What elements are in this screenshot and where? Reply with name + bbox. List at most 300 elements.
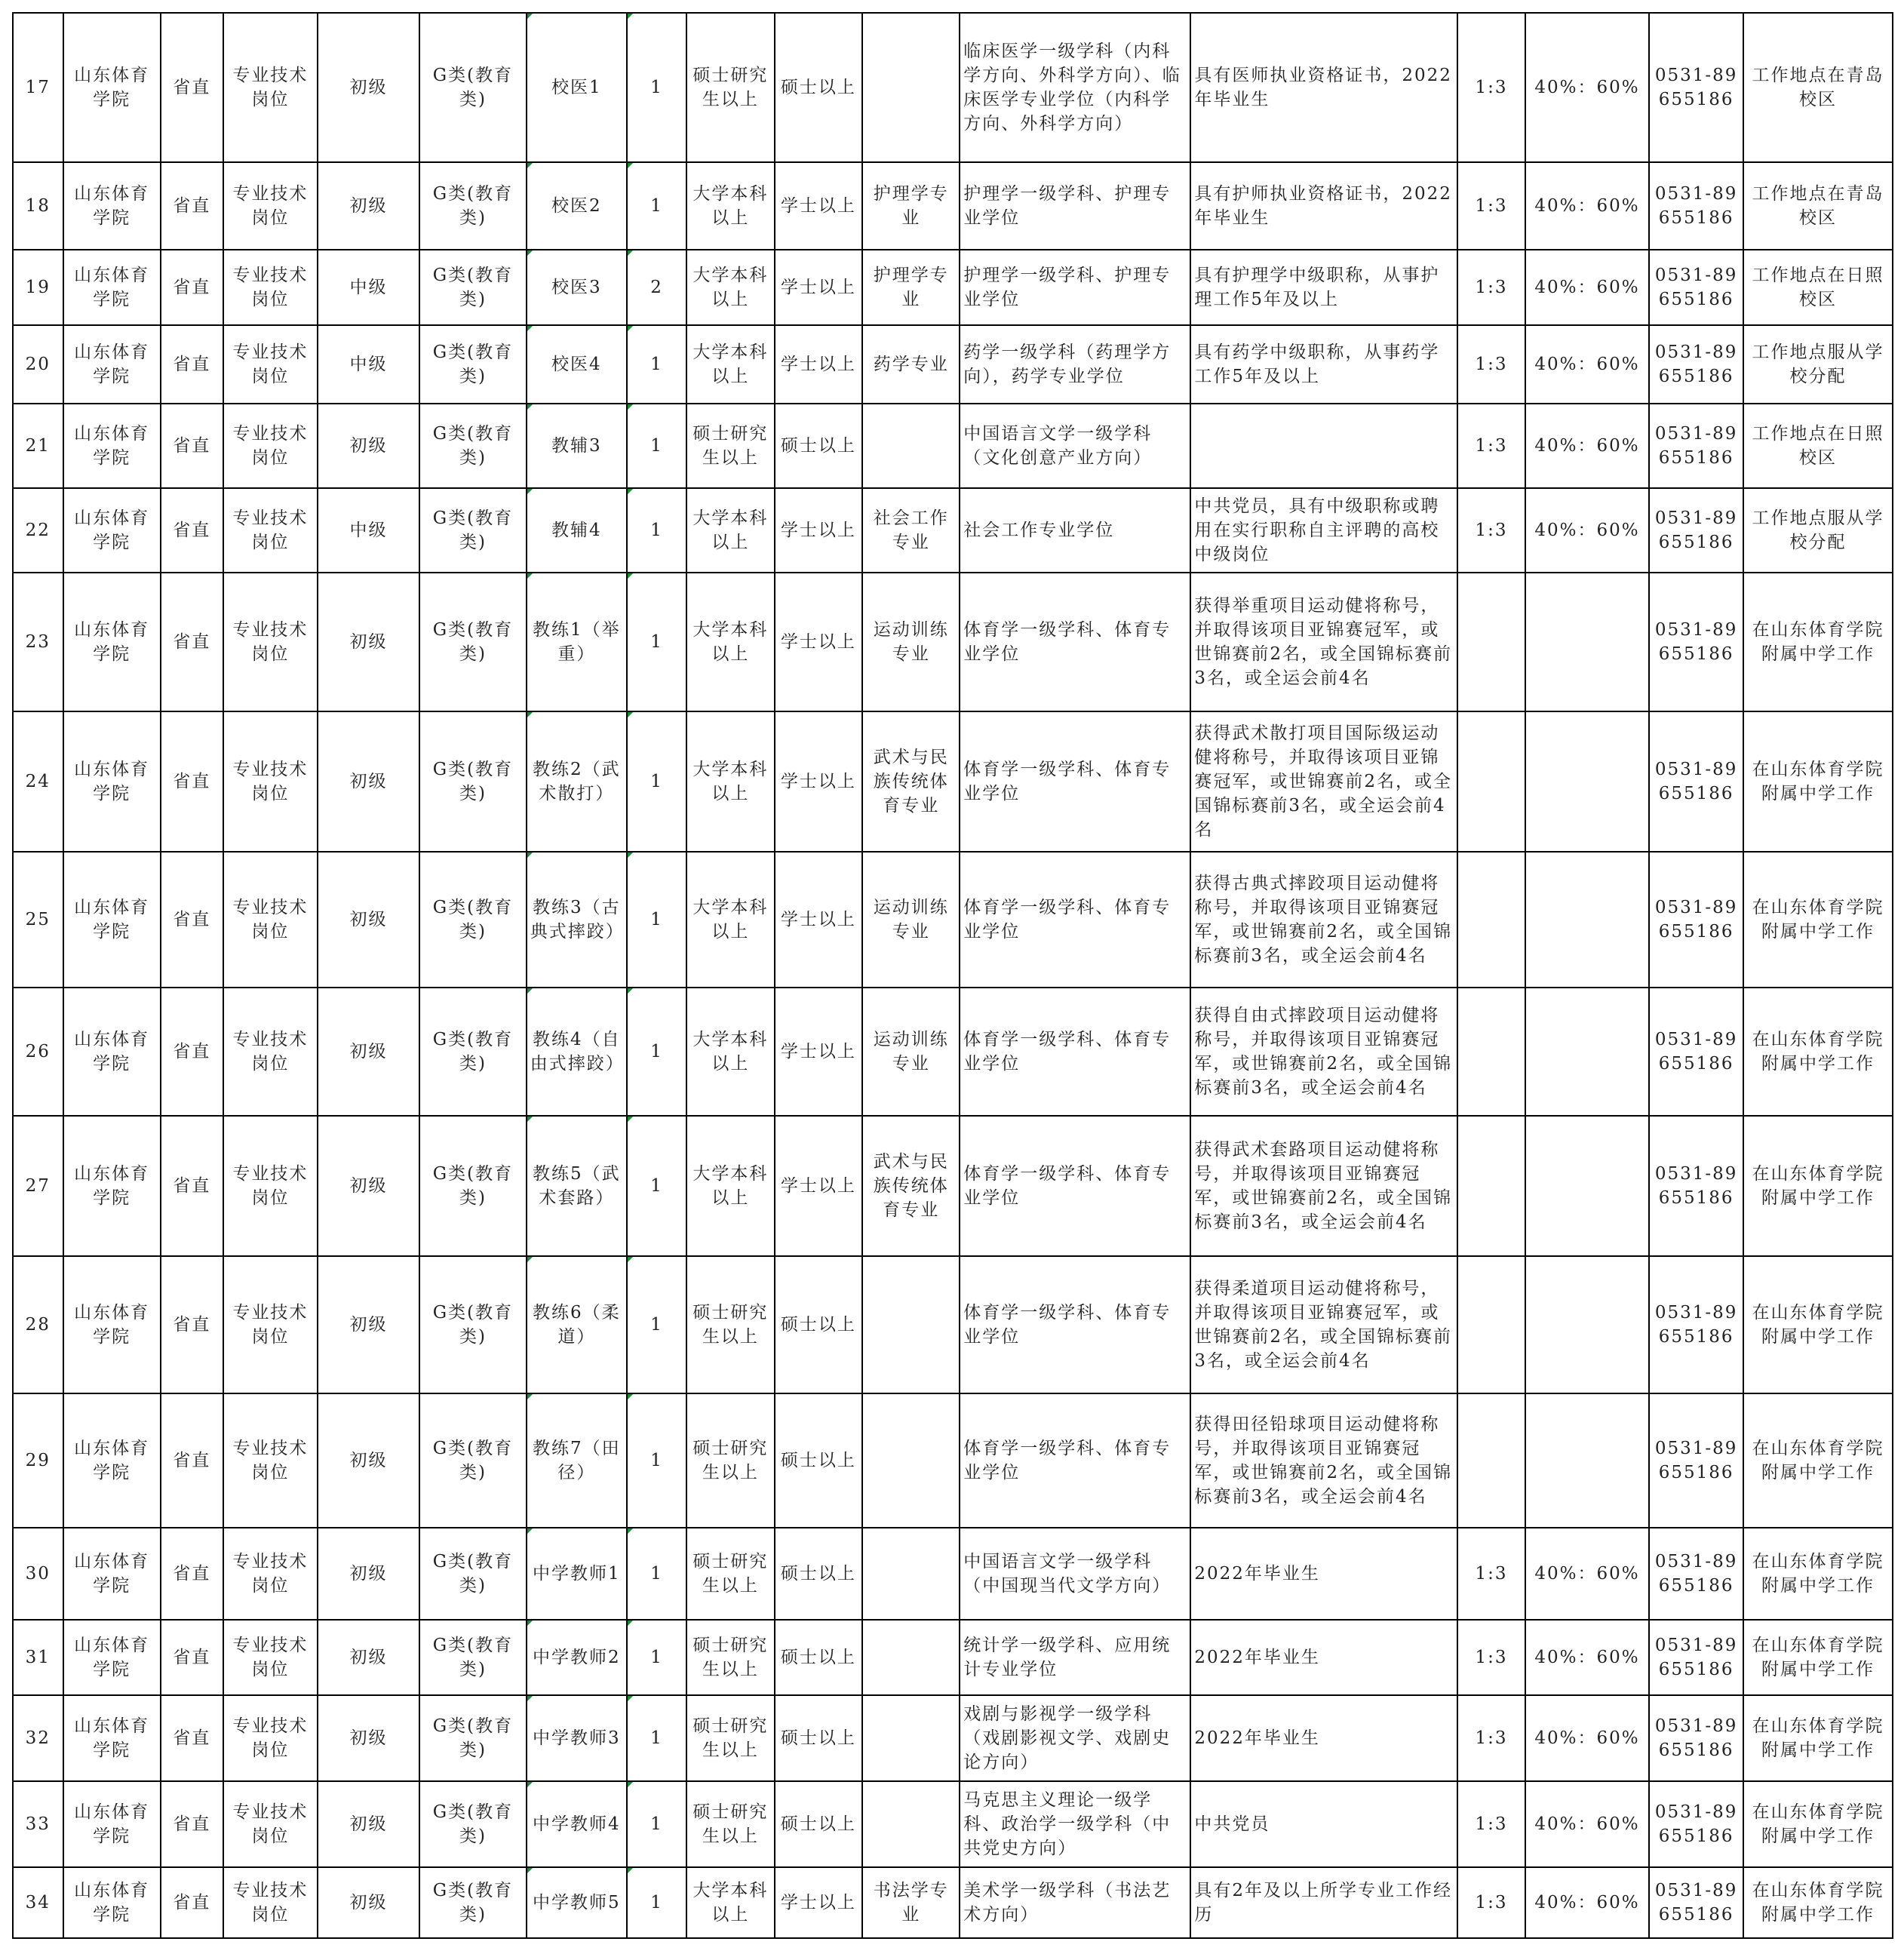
cell-position-type: 专业技术岗位 <box>223 13 318 162</box>
cell-post-name: 教练4（自由式摔跤） <box>527 988 627 1116</box>
cell-hiring-count: 1 <box>627 1528 686 1620</box>
cell-jurisdiction: 省直 <box>161 1867 223 1938</box>
cell-post-name: 中学教师1 <box>527 1528 627 1620</box>
cell-jurisdiction: 省直 <box>161 573 223 711</box>
cell-row-number: 30 <box>13 1528 63 1620</box>
cell-post-name: 校医1 <box>527 13 627 162</box>
cell-other-requirements: 获得武术散打项目国际级运动健将称号，并取得该项目亚锦赛冠军，或世锦赛前2名，或全国锦标赛前3名，或全运会前4名 <box>1190 711 1457 852</box>
table-row <box>13 250 1893 325</box>
cell-hiring-count: 1 <box>627 1256 686 1393</box>
cell-contact-phone: 0531-89655186 <box>1649 852 1743 988</box>
cell-undergrad-major: 运动训练专业 <box>862 573 960 711</box>
cell-other-requirements: 具有药学中级职称，从事药学工作5年及以上 <box>1190 325 1457 404</box>
cell-degree: 学士以上 <box>775 573 863 711</box>
cell-postgrad-major: 体育学一级学科、体育专业学位 <box>960 711 1190 852</box>
cell-position-grade: 初级 <box>318 1393 419 1528</box>
cell-employer: 山东体育学院 <box>63 1781 161 1867</box>
cell-position-type: 专业技术岗位 <box>223 1620 318 1695</box>
cell-hiring-count: 1 <box>627 1695 686 1781</box>
cell-exam-ratio <box>1457 1256 1525 1393</box>
cell-contact-phone: 0531-89655186 <box>1649 711 1743 852</box>
cell-postgrad-major: 美术学一级学科（书法艺术方向） <box>960 1867 1190 1938</box>
cell-jurisdiction: 省直 <box>161 1695 223 1781</box>
table-row <box>13 404 1893 488</box>
cell-postgrad-major: 中国语言文学一级学科（文化创意产业方向） <box>960 404 1190 488</box>
cell-remarks: 工作地点服从学校分配 <box>1743 325 1893 404</box>
cell-degree: 硕士以上 <box>775 1620 863 1695</box>
cell-position-type: 专业技术岗位 <box>223 1695 318 1781</box>
cell-post-name: 中学教师5 <box>527 1867 627 1938</box>
cell-score-weight: 40%：60% <box>1525 1528 1649 1620</box>
cell-remarks: 在山东体育学院附属中学工作 <box>1743 573 1893 711</box>
cell-position-category: G类(教育类) <box>419 852 527 988</box>
cell-post-name: 教练7（田径） <box>527 1393 627 1528</box>
cell-row-number: 24 <box>13 711 63 852</box>
cell-position-type: 专业技术岗位 <box>223 1867 318 1938</box>
cell-score-weight <box>1525 1393 1649 1528</box>
cell-position-category: G类(教育类) <box>419 162 527 250</box>
cell-education: 大学本科以上 <box>686 852 775 988</box>
cell-postgrad-major: 社会工作专业学位 <box>960 488 1190 573</box>
cell-jurisdiction: 省直 <box>161 1528 223 1620</box>
cell-hiring-count: 2 <box>627 250 686 325</box>
table-row <box>13 1620 1893 1695</box>
cell-education: 大学本科以上 <box>686 488 775 573</box>
cell-score-weight <box>1525 711 1649 852</box>
table-row <box>13 1867 1893 1938</box>
cell-contact-phone: 0531-89655186 <box>1649 250 1743 325</box>
cell-education: 硕士研究生以上 <box>686 404 775 488</box>
cell-postgrad-major: 护理学一级学科、护理专业学位 <box>960 162 1190 250</box>
cell-exam-ratio: 1:3 <box>1457 1781 1525 1867</box>
cell-remarks: 工作地点服从学校分配 <box>1743 488 1893 573</box>
cell-hiring-count: 1 <box>627 711 686 852</box>
cell-position-grade: 初级 <box>318 404 419 488</box>
cell-remarks: 工作地点在日照校区 <box>1743 404 1893 488</box>
cell-employer: 山东体育学院 <box>63 711 161 852</box>
cell-postgrad-major: 体育学一级学科、体育专业学位 <box>960 988 1190 1116</box>
cell-hiring-count: 1 <box>627 1620 686 1695</box>
cell-undergrad-major: 武术与民族传统体育专业 <box>862 1116 960 1256</box>
cell-position-grade: 初级 <box>318 1256 419 1393</box>
cell-undergrad-major: 书法学专业 <box>862 1867 960 1938</box>
cell-jurisdiction: 省直 <box>161 325 223 404</box>
cell-position-category: G类(教育类) <box>419 488 527 573</box>
cell-exam-ratio <box>1457 852 1525 988</box>
cell-score-weight <box>1525 1116 1649 1256</box>
cell-degree: 学士以上 <box>775 162 863 250</box>
cell-score-weight: 40%：60% <box>1525 1695 1649 1781</box>
cell-postgrad-major: 统计学一级学科、应用统计专业学位 <box>960 1620 1190 1695</box>
cell-undergrad-major <box>862 1256 960 1393</box>
cell-education: 大学本科以上 <box>686 711 775 852</box>
cell-degree: 硕士以上 <box>775 1695 863 1781</box>
cell-employer: 山东体育学院 <box>63 988 161 1116</box>
cell-row-number: 19 <box>13 250 63 325</box>
cell-contact-phone: 0531-89655186 <box>1649 488 1743 573</box>
cell-remarks: 在山东体育学院附属中学工作 <box>1743 1620 1893 1695</box>
cell-position-grade: 初级 <box>318 1528 419 1620</box>
cell-contact-phone: 0531-89655186 <box>1649 1620 1743 1695</box>
cell-remarks: 在山东体育学院附属中学工作 <box>1743 1695 1893 1781</box>
cell-postgrad-major: 体育学一级学科、体育专业学位 <box>960 1393 1190 1528</box>
cell-exam-ratio <box>1457 988 1525 1116</box>
cell-position-type: 专业技术岗位 <box>223 250 318 325</box>
cell-exam-ratio: 1:3 <box>1457 162 1525 250</box>
cell-remarks: 在山东体育学院附属中学工作 <box>1743 1528 1893 1620</box>
cell-row-number: 25 <box>13 852 63 988</box>
cell-other-requirements: 中共党员 <box>1190 1781 1457 1867</box>
cell-jurisdiction: 省直 <box>161 250 223 325</box>
cell-position-type: 专业技术岗位 <box>223 1528 318 1620</box>
cell-hiring-count: 1 <box>627 573 686 711</box>
cell-remarks: 在山东体育学院附属中学工作 <box>1743 1256 1893 1393</box>
cell-hiring-count: 1 <box>627 488 686 573</box>
cell-other-requirements: 获得自由式摔跤项目运动健将称号，并取得该项目亚锦赛冠军，或世锦赛前2名，或全国锦标赛前3名，或全运会前4名 <box>1190 988 1457 1116</box>
cell-postgrad-major: 体育学一级学科、体育专业学位 <box>960 852 1190 988</box>
cell-education: 硕士研究生以上 <box>686 1695 775 1781</box>
cell-employer: 山东体育学院 <box>63 1393 161 1528</box>
cell-contact-phone: 0531-89655186 <box>1649 573 1743 711</box>
cell-position-category: G类(教育类) <box>419 1116 527 1256</box>
cell-row-number: 17 <box>13 13 63 162</box>
cell-remarks: 工作地点在青岛校区 <box>1743 162 1893 250</box>
cell-jurisdiction: 省直 <box>161 988 223 1116</box>
cell-remarks: 工作地点在青岛校区 <box>1743 13 1893 162</box>
cell-employer: 山东体育学院 <box>63 1867 161 1938</box>
cell-undergrad-major: 护理学专业 <box>862 250 960 325</box>
table-row <box>13 1116 1893 1256</box>
cell-jurisdiction: 省直 <box>161 852 223 988</box>
cell-postgrad-major: 临床医学一级学科（内科学方向、外科学方向）、临床医学专业学位（内科学方向、外科学方向） <box>960 13 1190 162</box>
cell-jurisdiction: 省直 <box>161 488 223 573</box>
cell-other-requirements: 具有护理学中级职称，从事护理工作5年及以上 <box>1190 250 1457 325</box>
cell-postgrad-major: 药学一级学科（药理学方向），药学专业学位 <box>960 325 1190 404</box>
cell-position-category: G类(教育类) <box>419 1781 527 1867</box>
cell-position-type: 专业技术岗位 <box>223 488 318 573</box>
cell-other-requirements: 获得举重项目运动健将称号，并取得该项目亚锦赛冠军，或世锦赛前2名，或全国锦标赛前3名，或全运会前4名 <box>1190 573 1457 711</box>
cell-post-name: 中学教师2 <box>527 1620 627 1695</box>
cell-employer: 山东体育学院 <box>63 1256 161 1393</box>
cell-remarks: 在山东体育学院附属中学工作 <box>1743 1116 1893 1256</box>
cell-education: 硕士研究生以上 <box>686 1781 775 1867</box>
cell-position-category: G类(教育类) <box>419 1528 527 1620</box>
cell-score-weight: 40%：60% <box>1525 1867 1649 1938</box>
cell-row-number: 28 <box>13 1256 63 1393</box>
cell-contact-phone: 0531-89655186 <box>1649 1867 1743 1938</box>
cell-other-requirements <box>1190 404 1457 488</box>
cell-employer: 山东体育学院 <box>63 162 161 250</box>
cell-score-weight: 40%：60% <box>1525 1781 1649 1867</box>
cell-position-category: G类(教育类) <box>419 711 527 852</box>
cell-contact-phone: 0531-89655186 <box>1649 1256 1743 1393</box>
cell-position-grade: 初级 <box>318 573 419 711</box>
cell-other-requirements: 获得柔道项目运动健将称号，并取得该项目亚锦赛冠军，或世锦赛前2名，或全国锦标赛前3名，或全运会前4名 <box>1190 1256 1457 1393</box>
cell-employer: 山东体育学院 <box>63 1620 161 1695</box>
cell-contact-phone: 0531-89655186 <box>1649 1528 1743 1620</box>
cell-position-category: G类(教育类) <box>419 1695 527 1781</box>
cell-score-weight: 40%：60% <box>1525 13 1649 162</box>
cell-other-requirements: 2022年毕业生 <box>1190 1695 1457 1781</box>
cell-hiring-count: 1 <box>627 988 686 1116</box>
cell-employer: 山东体育学院 <box>63 1695 161 1781</box>
cell-education: 硕士研究生以上 <box>686 1393 775 1528</box>
cell-row-number: 22 <box>13 488 63 573</box>
cell-education: 硕士研究生以上 <box>686 13 775 162</box>
cell-post-name: 教练5（武术套路） <box>527 1116 627 1256</box>
cell-other-requirements: 具有2年及以上所学专业工作经历 <box>1190 1867 1457 1938</box>
cell-contact-phone: 0531-89655186 <box>1649 988 1743 1116</box>
cell-employer: 山东体育学院 <box>63 250 161 325</box>
cell-contact-phone: 0531-89655186 <box>1649 404 1743 488</box>
cell-contact-phone: 0531-89655186 <box>1649 162 1743 250</box>
cell-exam-ratio: 1:3 <box>1457 1528 1525 1620</box>
cell-hiring-count: 1 <box>627 13 686 162</box>
cell-remarks: 在山东体育学院附属中学工作 <box>1743 1781 1893 1867</box>
cell-undergrad-major: 运动训练专业 <box>862 988 960 1116</box>
cell-jurisdiction: 省直 <box>161 711 223 852</box>
cell-position-type: 专业技术岗位 <box>223 852 318 988</box>
cell-row-number: 26 <box>13 988 63 1116</box>
cell-education: 大学本科以上 <box>686 1867 775 1938</box>
cell-other-requirements: 获得古典式摔跤项目运动健将称号，并取得该项目亚锦赛冠军，或世锦赛前2名，或全国锦标赛前3名，或全运会前4名 <box>1190 852 1457 988</box>
cell-score-weight: 40%：60% <box>1525 1620 1649 1695</box>
table-row <box>13 13 1893 162</box>
cell-exam-ratio: 1:3 <box>1457 1695 1525 1781</box>
cell-post-name: 教练3（古典式摔跤） <box>527 852 627 988</box>
cell-employer: 山东体育学院 <box>63 852 161 988</box>
cell-degree: 硕士以上 <box>775 1393 863 1528</box>
cell-education: 硕士研究生以上 <box>686 1528 775 1620</box>
cell-position-category: G类(教育类) <box>419 1867 527 1938</box>
cell-post-name: 校医2 <box>527 162 627 250</box>
cell-post-name: 教辅3 <box>527 404 627 488</box>
cell-position-grade: 初级 <box>318 1867 419 1938</box>
table-row <box>13 1695 1893 1781</box>
cell-position-grade: 初级 <box>318 13 419 162</box>
cell-exam-ratio <box>1457 1116 1525 1256</box>
cell-position-type: 专业技术岗位 <box>223 325 318 404</box>
cell-position-grade: 初级 <box>318 162 419 250</box>
cell-position-category: G类(教育类) <box>419 988 527 1116</box>
cell-education: 大学本科以上 <box>686 988 775 1116</box>
cell-undergrad-major: 运动训练专业 <box>862 852 960 988</box>
cell-score-weight: 40%：60% <box>1525 325 1649 404</box>
cell-undergrad-major <box>862 1781 960 1867</box>
cell-exam-ratio: 1:3 <box>1457 250 1525 325</box>
cell-exam-ratio: 1:3 <box>1457 404 1525 488</box>
cell-row-number: 34 <box>13 1867 63 1938</box>
cell-undergrad-major: 药学专业 <box>862 325 960 404</box>
cell-jurisdiction: 省直 <box>161 1781 223 1867</box>
cell-row-number: 32 <box>13 1695 63 1781</box>
cell-degree: 硕士以上 <box>775 1256 863 1393</box>
cell-score-weight <box>1525 573 1649 711</box>
cell-post-name: 教练2（武术散打） <box>527 711 627 852</box>
cell-degree: 学士以上 <box>775 711 863 852</box>
table-row <box>13 1256 1893 1393</box>
cell-position-category: G类(教育类) <box>419 13 527 162</box>
cell-contact-phone: 0531-89655186 <box>1649 1393 1743 1528</box>
cell-hiring-count: 1 <box>627 1781 686 1867</box>
cell-exam-ratio <box>1457 711 1525 852</box>
cell-other-requirements: 中共党员，具有中级职称或聘用在实行职称自主评聘的高校中级岗位 <box>1190 488 1457 573</box>
cell-undergrad-major <box>862 404 960 488</box>
table-row <box>13 711 1893 852</box>
cell-position-category: G类(教育类) <box>419 573 527 711</box>
table-row <box>13 325 1893 404</box>
cell-jurisdiction: 省直 <box>161 404 223 488</box>
cell-education: 大学本科以上 <box>686 325 775 404</box>
cell-employer: 山东体育学院 <box>63 488 161 573</box>
cell-degree: 学士以上 <box>775 1867 863 1938</box>
cell-degree: 硕士以上 <box>775 404 863 488</box>
table-row <box>13 988 1893 1116</box>
cell-postgrad-major: 马克思主义理论一级学科、政治学一级学科（中共党史方向） <box>960 1781 1190 1867</box>
cell-hiring-count: 1 <box>627 852 686 988</box>
cell-education: 大学本科以上 <box>686 573 775 711</box>
cell-degree: 学士以上 <box>775 852 863 988</box>
cell-postgrad-major: 戏剧与影视学一级学科（戏剧影视文学、戏剧史论方向） <box>960 1695 1190 1781</box>
cell-remarks: 在山东体育学院附属中学工作 <box>1743 1867 1893 1938</box>
cell-postgrad-major: 体育学一级学科、体育专业学位 <box>960 1116 1190 1256</box>
cell-position-category: G类(教育类) <box>419 1256 527 1393</box>
cell-position-category: G类(教育类) <box>419 404 527 488</box>
cell-education: 大学本科以上 <box>686 162 775 250</box>
cell-other-requirements: 具有医师执业资格证书，2022年毕业生 <box>1190 13 1457 162</box>
cell-hiring-count: 1 <box>627 162 686 250</box>
table-row <box>13 488 1893 573</box>
cell-degree: 硕士以上 <box>775 1781 863 1867</box>
cell-degree: 学士以上 <box>775 250 863 325</box>
cell-undergrad-major: 社会工作专业 <box>862 488 960 573</box>
cell-score-weight <box>1525 988 1649 1116</box>
cell-jurisdiction: 省直 <box>161 162 223 250</box>
cell-remarks: 在山东体育学院附属中学工作 <box>1743 1393 1893 1528</box>
cell-post-name: 中学教师4 <box>527 1781 627 1867</box>
cell-row-number: 21 <box>13 404 63 488</box>
table-row <box>13 573 1893 711</box>
cell-position-grade: 初级 <box>318 1781 419 1867</box>
cell-postgrad-major: 护理学一级学科、护理专业学位 <box>960 250 1190 325</box>
cell-score-weight: 40%：60% <box>1525 488 1649 573</box>
cell-row-number: 20 <box>13 325 63 404</box>
cell-position-grade: 中级 <box>318 488 419 573</box>
table-row <box>13 1528 1893 1620</box>
cell-jurisdiction: 省直 <box>161 13 223 162</box>
cell-degree: 学士以上 <box>775 325 863 404</box>
cell-postgrad-major: 体育学一级学科、体育专业学位 <box>960 573 1190 711</box>
cell-education: 大学本科以上 <box>686 1116 775 1256</box>
cell-row-number: 31 <box>13 1620 63 1695</box>
table-row <box>13 852 1893 988</box>
cell-undergrad-major <box>862 13 960 162</box>
cell-position-category: G类(教育类) <box>419 1620 527 1695</box>
cell-other-requirements: 2022年毕业生 <box>1190 1528 1457 1620</box>
cell-other-requirements: 具有护师执业资格证书，2022年毕业生 <box>1190 162 1457 250</box>
cell-postgrad-major: 体育学一级学科、体育专业学位 <box>960 1256 1190 1393</box>
cell-row-number: 18 <box>13 162 63 250</box>
cell-position-type: 专业技术岗位 <box>223 711 318 852</box>
cell-position-grade: 初级 <box>318 852 419 988</box>
cell-exam-ratio: 1:3 <box>1457 1620 1525 1695</box>
cell-position-type: 专业技术岗位 <box>223 162 318 250</box>
cell-contact-phone: 0531-89655186 <box>1649 1116 1743 1256</box>
table-row <box>13 1781 1893 1867</box>
cell-degree: 硕士以上 <box>775 13 863 162</box>
recruitment-table <box>12 12 1893 1939</box>
cell-degree: 硕士以上 <box>775 1528 863 1620</box>
cell-exam-ratio <box>1457 1393 1525 1528</box>
cell-position-grade: 初级 <box>318 1695 419 1781</box>
cell-degree: 学士以上 <box>775 1116 863 1256</box>
cell-other-requirements: 获得武术套路项目运动健将称号，并取得该项目亚锦赛冠军，或世锦赛前2名，或全国锦标赛前3名，或全运会前4名 <box>1190 1116 1457 1256</box>
cell-hiring-count: 1 <box>627 404 686 488</box>
cell-contact-phone: 0531-89655186 <box>1649 13 1743 162</box>
cell-degree: 学士以上 <box>775 488 863 573</box>
table-row <box>13 1393 1893 1528</box>
cell-remarks: 在山东体育学院附属中学工作 <box>1743 852 1893 988</box>
cell-jurisdiction: 省直 <box>161 1116 223 1256</box>
cell-other-requirements: 获得田径铅球项目运动健将称号，并取得该项目亚锦赛冠军，或世锦赛前2名，或全国锦标赛前3名，或全运会前4名 <box>1190 1393 1457 1528</box>
cell-position-category: G类(教育类) <box>419 1393 527 1528</box>
cell-position-grade: 中级 <box>318 325 419 404</box>
cell-employer: 山东体育学院 <box>63 404 161 488</box>
cell-exam-ratio: 1:3 <box>1457 13 1525 162</box>
cell-score-weight: 40%：60% <box>1525 162 1649 250</box>
cell-position-category: G类(教育类) <box>419 250 527 325</box>
table-row <box>13 162 1893 250</box>
cell-position-type: 专业技术岗位 <box>223 1116 318 1256</box>
cell-position-type: 专业技术岗位 <box>223 1781 318 1867</box>
cell-row-number: 33 <box>13 1781 63 1867</box>
cell-undergrad-major <box>862 1393 960 1528</box>
cell-remarks: 工作地点在日照校区 <box>1743 250 1893 325</box>
cell-contact-phone: 0531-89655186 <box>1649 1781 1743 1867</box>
cell-position-type: 专业技术岗位 <box>223 573 318 711</box>
cell-education: 硕士研究生以上 <box>686 1620 775 1695</box>
cell-education: 硕士研究生以上 <box>686 1256 775 1393</box>
cell-position-grade: 初级 <box>318 1620 419 1695</box>
cell-score-weight: 40%：60% <box>1525 250 1649 325</box>
cell-degree: 学士以上 <box>775 988 863 1116</box>
cell-employer: 山东体育学院 <box>63 1528 161 1620</box>
cell-post-name: 教辅4 <box>527 488 627 573</box>
cell-position-category: G类(教育类) <box>419 325 527 404</box>
cell-exam-ratio: 1:3 <box>1457 325 1525 404</box>
cell-hiring-count: 1 <box>627 1867 686 1938</box>
cell-employer: 山东体育学院 <box>63 13 161 162</box>
cell-undergrad-major: 护理学专业 <box>862 162 960 250</box>
cell-hiring-count: 1 <box>627 325 686 404</box>
cell-post-name: 教练6（柔道） <box>527 1256 627 1393</box>
cell-position-grade: 中级 <box>318 250 419 325</box>
cell-undergrad-major <box>862 1528 960 1620</box>
cell-post-name: 校医3 <box>527 250 627 325</box>
cell-exam-ratio <box>1457 573 1525 711</box>
cell-contact-phone: 0531-89655186 <box>1649 1695 1743 1781</box>
cell-post-name: 教练1（举重） <box>527 573 627 711</box>
cell-post-name: 中学教师3 <box>527 1695 627 1781</box>
cell-undergrad-major: 武术与民族传统体育专业 <box>862 711 960 852</box>
cell-row-number: 23 <box>13 573 63 711</box>
cell-jurisdiction: 省直 <box>161 1393 223 1528</box>
cell-position-type: 专业技术岗位 <box>223 1393 318 1528</box>
cell-employer: 山东体育学院 <box>63 1116 161 1256</box>
cell-position-type: 专业技术岗位 <box>223 1256 318 1393</box>
cell-position-grade: 初级 <box>318 988 419 1116</box>
cell-undergrad-major <box>862 1620 960 1695</box>
